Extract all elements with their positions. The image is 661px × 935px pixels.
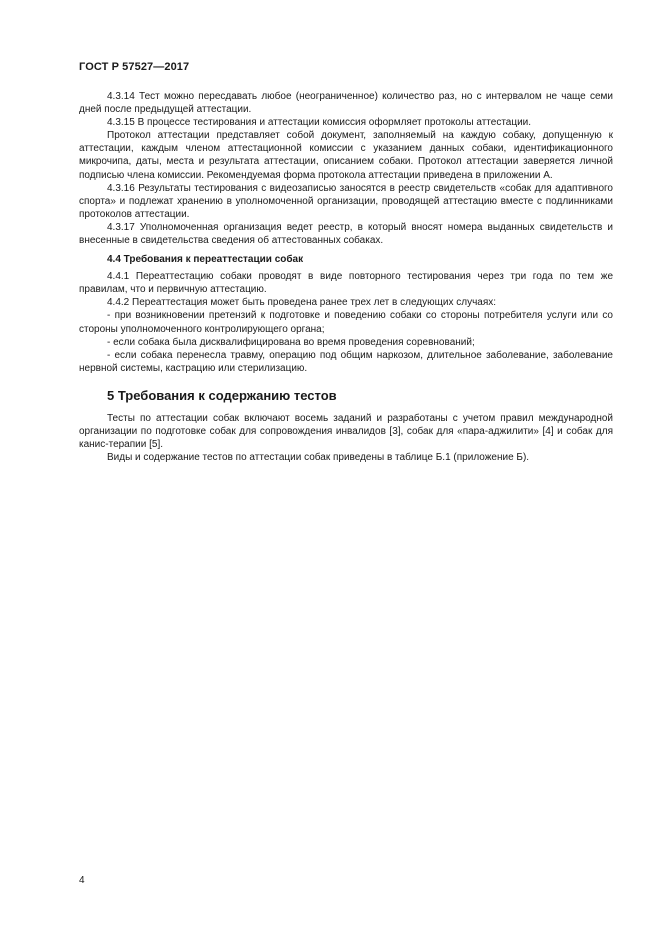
paragraph-tests-intro: Тесты по аттестации собак включают восемь заданий и разработаны с учетом правил международной организации по подготовке собак для сопровождения инвалидов [3], собак для «пара-аджилити» [4] и собак для канис-терапии [5]. xyxy=(79,412,613,451)
paragraph-4-4-2: 4.4.2 Переаттестация может быть проведена ранее трех лет в следующих случаях: xyxy=(107,297,497,309)
paragraph-4-3-14: 4.3.14 Тест можно пересдавать любое (неограниченное) количество раз, но с интервалом не чаще семи дней после предыдущей аттестации. xyxy=(79,91,613,116)
document-body xyxy=(79,90,613,464)
paragraph-4-4-1: 4.4.1 Переаттестацию собаки проводят в виде повторного тестирования через три года по тем же правилам, что и первичную аттестацию. xyxy=(79,271,613,296)
paragraph-tests-table-ref: Виды и содержание тестов по аттестации собак приведены в таблице Б.1 (приложение Б). xyxy=(107,452,530,464)
paragraph-4-3-17: 4.3.17 Уполномоченная организация ведет реестр, в который вносят номера выданных свидетельств и внесенные в свидетельства сведения об аттестованных собаках. xyxy=(79,221,613,247)
standard-header: ГОСТ Р 57527—2017 xyxy=(79,61,190,73)
paragraph-4-3-15: 4.3.15 В процессе тестирования и аттестации комиссия оформляет протоколы аттестации. xyxy=(107,117,532,129)
list-item-claims: - при возникновении претензий к подготовке и поведению собаки со стороны потребителя услуги или со стороны уполномоченного контролирующего органа; xyxy=(79,310,613,335)
paragraph-protocol: Протокол аттестации представляет собой документ, заполняемый на каждую собаку, допущенную к аттестации, каждым членом аттестационной комиссии с указанием данных собаки, идентификационного микрочипа, даты, места и результата аттестации, описанием собаки. Протокол аттестации заверяется личной подписью члена комиссии. Рекомендуемая форма протокола аттестации приведена в приложении А. xyxy=(79,130,613,181)
subsection-heading-4-4: 4.4 Требования к переаттестации собак xyxy=(107,254,304,266)
section-heading-5: 5 Требования к содержанию тестов xyxy=(107,387,337,403)
page-number: 4 xyxy=(79,875,85,886)
list-item-injury: - если собака перенесла травму, операцию под общим наркозом, длительное заболевание, заболевание нервной системы, кастрацию или стерилизацию. xyxy=(79,349,613,374)
paragraph-4-3-16: 4.3.16 Результаты тестирования с видеозаписью заносятся в реестр свидетельств «собак для адаптивного спорта» и подлежат хранению в уполномоченной организации, проводящей аттестацию вместе с подлинниками протоколов аттестации. xyxy=(79,182,613,220)
list-item-disqualification: - если собака была дисквалифицирована во время проведения соревнований; xyxy=(107,336,475,348)
